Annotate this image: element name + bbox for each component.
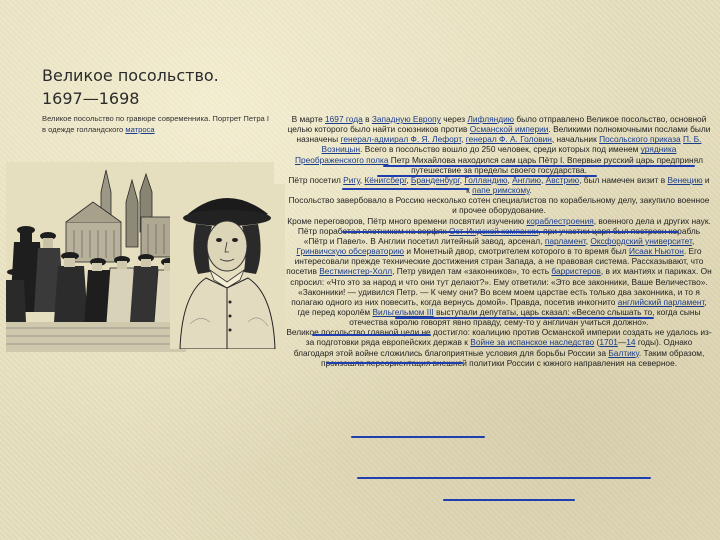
text-run: годы). Однако благодаря этой войне сложились благоприятные условия для борьбы России за xyxy=(293,337,693,358)
title-line-2: 1697—1698 xyxy=(42,89,140,108)
text-link[interactable]: генерал-адмирал Ф. Я. Лефорт xyxy=(340,134,462,145)
text-link[interactable]: Посольского приказа xyxy=(599,134,681,145)
text-link[interactable]: английский парламент xyxy=(617,296,705,307)
paragraph xyxy=(286,216,712,328)
text-link[interactable]: парламент xyxy=(544,235,586,246)
text-run: , xyxy=(459,174,465,185)
text-link[interactable]: Лифляндию xyxy=(467,114,515,124)
text-run: Посольство завербовало в Россию несколько сотен специалистов по корабельному делу, закупило военное и прочее оборудование. xyxy=(288,195,710,216)
text-run: — xyxy=(617,337,627,348)
text-run: Великое посольство главной цели не достигло: коалицию против Османской империи создать не удалось из-за подготовки ряда европейских держав к xyxy=(286,327,712,348)
text-link[interactable]: Вильгельмом III xyxy=(372,306,434,317)
text-link[interactable]: папе римскому xyxy=(472,185,530,196)
paragraph xyxy=(286,114,712,175)
text-run: . Всего в посольство вошло до 250 человек, среди которых под именем xyxy=(360,144,641,155)
text-run: , в их мантиях и париках. Он спросил: «Что это за народ и что они тут делают?». Ему ответили: «Это все законники, Ваше Величество». «Законники! — удивился Петр. — К чему они? Во всем моем царстве есть только два законника, и то я полагаю одного из них повесить, когда вернусь домой». Правда, посетив инкогнито xyxy=(290,266,712,307)
text-link[interactable]: Оксфордский университет xyxy=(590,235,692,246)
text-run: в xyxy=(362,114,372,124)
text-link[interactable]: Венецию xyxy=(667,174,703,185)
text-run: , xyxy=(541,174,546,185)
text-run: , при участии царя был построен корабль «Пётр и Павел». В Англии посетил литейный завод, арсенал, xyxy=(303,225,701,246)
text-run: В марте xyxy=(291,114,326,124)
text-link[interactable]: Бранденбург xyxy=(410,174,460,185)
text-run: , xyxy=(461,134,466,145)
text-link[interactable]: 14 xyxy=(626,337,636,348)
text-run: Кроме переговоров, Пётр много времени посвятил изучению xyxy=(287,215,527,226)
text-run: Пётр посетил xyxy=(288,174,344,185)
text-link[interactable]: Кёнигсберг xyxy=(364,174,407,185)
text-link[interactable]: Войне за испанское наследство xyxy=(470,337,595,348)
text-link[interactable]: Австрию xyxy=(545,174,580,185)
text-run: . xyxy=(529,185,532,196)
text-run: , xyxy=(359,174,365,185)
text-run: , xyxy=(507,174,513,185)
text-run: , xyxy=(585,235,591,246)
text-run: . Великими полномочными послами были назначены xyxy=(296,124,711,145)
text-link[interactable]: Исаак Ньютон xyxy=(629,246,684,257)
image-caption xyxy=(42,114,272,135)
text-run: Петр Михайлова находился сам царь Пётр I. Впервые русский царь предпринял путешествие за пределы своего государства. xyxy=(388,154,704,175)
text-link[interactable]: П. Б. Возницын xyxy=(321,134,702,155)
text-run: , xyxy=(406,174,411,185)
paragraph xyxy=(286,327,712,368)
text-link[interactable]: Ригу xyxy=(343,174,360,185)
text-link[interactable]: урядника Преображенского полка xyxy=(294,144,677,165)
text-link[interactable]: 1701 xyxy=(599,337,618,348)
text-run: . Его интересовали прежде технические достижения стран Запада, а не правовая система. Рассказывают, что посетив xyxy=(286,246,704,277)
text-link[interactable]: Османской империи xyxy=(469,124,549,135)
text-link[interactable]: барристеров xyxy=(551,266,601,277)
text-run: . Таким образом, произошла переориентация внешней политики России с южного направления на северное. xyxy=(320,347,705,368)
text-run: , Петр увидел там «законников», то есть xyxy=(392,266,552,277)
slide-title xyxy=(42,64,282,110)
text-run: , где перед королём xyxy=(297,296,707,317)
text-link[interactable]: Гринвичскую обсерваторию xyxy=(296,246,405,257)
paragraph xyxy=(286,195,712,215)
caption-text: Великое посольство по гравюре современника. Портрет Петра I в одежде голландского xyxy=(42,114,269,134)
text-run: было отправлено Великое посольство, основной целью которого было найти союзников против xyxy=(287,114,707,135)
text-run: ( xyxy=(594,337,600,348)
text-run: , начальник xyxy=(551,134,600,145)
text-run: , xyxy=(691,235,695,246)
main-text xyxy=(286,114,712,538)
paragraph xyxy=(286,175,712,195)
text-link[interactable]: Ост-Индской компании xyxy=(448,225,539,236)
title-line-1: Великое посольство. xyxy=(42,66,219,85)
text-link[interactable]: Англию xyxy=(512,174,541,185)
text-link[interactable]: 1697 года xyxy=(325,114,363,124)
text-run: , был намечен визит в xyxy=(579,174,668,185)
text-link[interactable]: Вестминстер-Холл xyxy=(319,266,393,277)
text-run: , военного дела и других наук. Пётр поработал плотником на верфях xyxy=(297,215,711,236)
peter-portrait xyxy=(170,184,285,349)
text-run: и к xyxy=(466,174,710,196)
text-run: через xyxy=(440,114,468,124)
text-link[interactable]: Балтику xyxy=(608,347,639,358)
text-link[interactable]: Западную Европу xyxy=(371,114,441,124)
text-link[interactable]: генерал Ф. А. Головин xyxy=(465,134,552,145)
text-link[interactable]: кораблестроения xyxy=(526,215,594,226)
caption-link-sailor[interactable]: матроса xyxy=(125,124,155,134)
text-run: выступали депутаты, царь сказал: «Весело слышать то, когда сыны отечества королю говорят явно правду, сему-то у англичан учиться должно». xyxy=(349,306,701,328)
text-run: и Монетный двор, смотрителем которого в то время был xyxy=(404,246,629,257)
text-link[interactable]: Голландию xyxy=(464,174,508,185)
